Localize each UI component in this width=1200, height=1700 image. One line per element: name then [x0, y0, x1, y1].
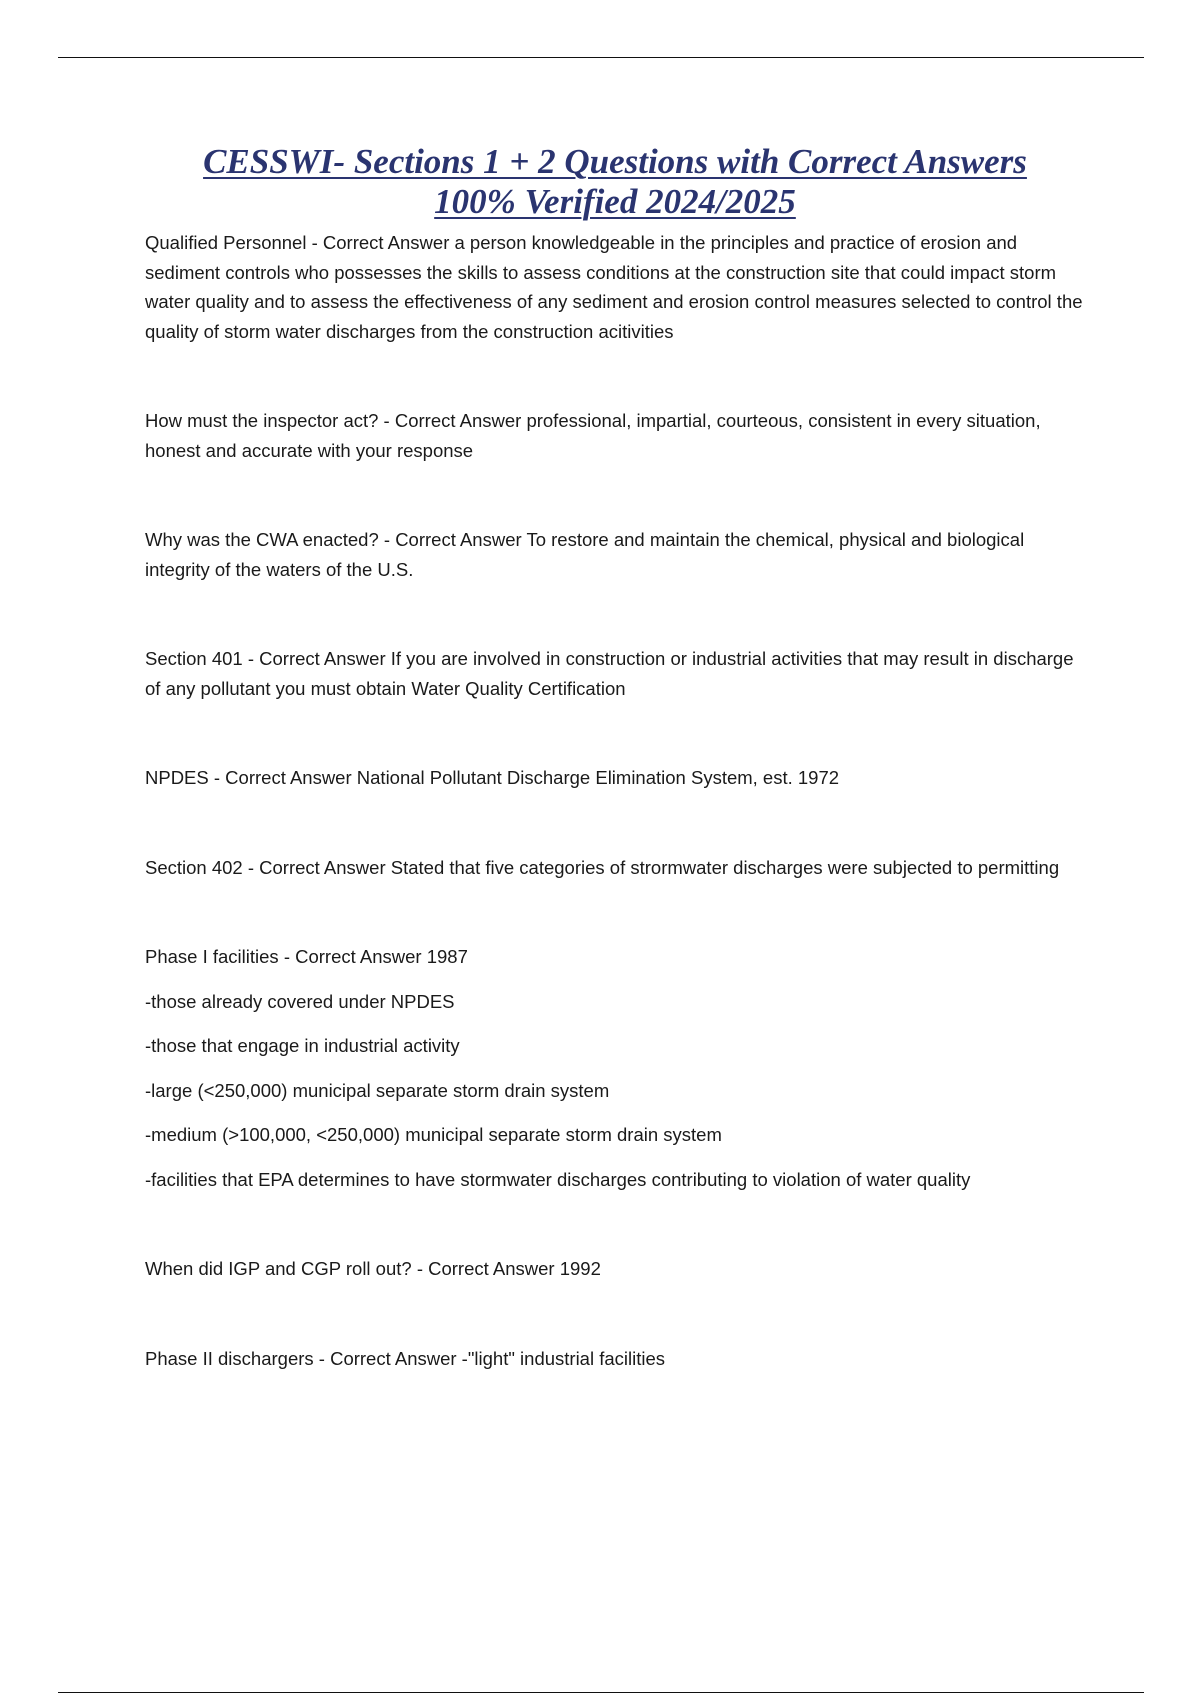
qa-entry [145, 406, 1090, 465]
qa-bullet: -medium (>100,000, <250,000) municipal separate storm drain system [145, 1124, 722, 1145]
qa-text: Why was the CWA enacted? - Correct Answer To restore and maintain the chemical, physical and biological integrity of the waters of the U.S. [145, 529, 1025, 580]
qa-text: NPDES - Correct Answer National Pollutant Discharge Elimination System, est. 1972 [145, 767, 840, 788]
qa-entry [145, 853, 1090, 883]
qa-entry [145, 942, 1090, 1194]
qa-text: Qualified Personnel - Correct Answer a person knowledgeable in the principles and practice of erosion and sediment controls who possesses the skills to assess conditions at the construction site that could impact storm water quality and to assess the effectiveness of any sediment and erosion control measures selected to control the quality of storm water discharges from the construction acitivities [145, 232, 1083, 342]
qa-text: Phase II dischargers - Correct Answer -"light" industrial facilities [145, 1347, 666, 1369]
top-rule [58, 57, 1144, 58]
qa-entry [145, 228, 1090, 346]
qa-entry [145, 644, 1090, 703]
qa-bullet: -facilities that EPA determines to have stormwater discharges contributing to violation of water quality [145, 1168, 971, 1190]
qa-text: Phase I facilities - Correct Answer 1987 [145, 946, 468, 967]
qa-text: How must the inspector act? - Correct Answer professional, impartial, courteous, consistent in every situation, honest and accurate with your response [145, 410, 1041, 461]
document-title [120, 142, 1110, 222]
qa-entry [145, 1254, 1090, 1284]
qa-text: Section 402 - Correct Answer Stated that five categories of strormwater discharges were subjected to permitting [145, 856, 1060, 878]
qa-bullet: -large (<250,000) municipal separate storm drain system [145, 1079, 610, 1101]
qa-text: Section 401 - Correct Answer If you are involved in construction or industrial activities that may result in discharge of any pollutant you must obtain Water Quality Certification [145, 648, 1074, 699]
bottom-rule [58, 1692, 1144, 1693]
qa-bullet: -those already covered under NPDES [145, 990, 455, 1012]
qa-entry [145, 763, 1090, 793]
qa-entry [145, 525, 1090, 584]
qa-bullet: -those that engage in industrial activity [145, 1035, 460, 1056]
title-line-2: 100% Verified 2024/2025 [434, 182, 796, 221]
title-line-1: CESSWI- Sections 1 + 2 Questions with Correct Answers [203, 142, 1027, 181]
qa-list [145, 228, 1090, 1433]
qa-entry [145, 1344, 1090, 1374]
qa-text: When did IGP and CGP roll out? - Correct Answer 1992 [145, 1258, 601, 1279]
